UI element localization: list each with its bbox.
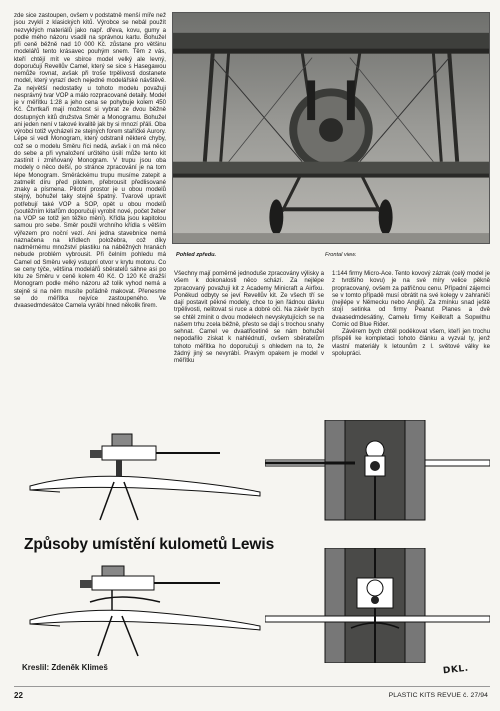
right-paragraph-2: Závěrem bych chtěl poděkovat všem, kteří jen trochu přispěli ke kompletaci tohoto článku a vyzval ty, jenž vlastní materiály k letounům z I. světové války ke spolupráci. [332, 328, 490, 357]
drawing-credit: Kreslil: Zdeněk Klimeš [22, 663, 108, 672]
photo-caption-english: Frontal view. [325, 252, 357, 258]
lewis-gun-top-view-drawing-bottom [265, 548, 490, 663]
lewis-gun-top-view-drawing-top [265, 420, 490, 530]
drawing-signature: DKL. [442, 663, 470, 677]
left-paragraph: zde sice zastoupen, ovšem v podstatně menší míře než jsou zvyklí z klasických kitů. Výrobce se nebál použít nezvyklých materiálů jako např. dřeva, kovu, gumy a podle mého názoru vsadil na správnou kartu. Bohužel při ceně běžně nad 10 000 Kč. zůstane pro většinu modelářů tento krásavec pouhým snem. Těm z vás, kteří chtějí mít ve sbírce model velký ale levný, doporučuji Revellův Camel, který se sice s Hasegawou nemůže rovnat, avšak při troše trpělivosti dostanete model, který vyrazí dech nejedné modelářské návštěvě. Za největší nedostatky u tohoto modelu považuji nesprávný tvar VOP a málo rozpracované detaily. Model je v měřítku 1:28 a jeho cena se pohybuje kolem 450 Kč. Čtvrtkaři mají možnost si vybrat ze dvou běžně dostupných kitů družstva Směr a Monogramu. Bohužel ani jeden není v takové kvalitě jak by si mnozí přáli. Oba výrobci totiž vycházeli ze stejných forem staříčké Aurory. Lépe si vedl Monogram, který odstranil některé chyby, což se o modelu Směru říci nedá, avšak i on má něco do sebe a při vynaložení určitého úsilí může tento kit zastínit i zmiňovaný Monogram. V trupu jsou oba modely o něco delší, po stránce zpracování je na tom lépe Monogram. Směráckému trupu musíme zatepit a zatmelit díru před pilotem, přebrousit předlisované znaky a písmena. Pilotní prostor je u obou modelů stejný, bohužel taky stejně špatný. Tvarově upravit potřebují také VOP a SOP, opět u obou modelů (soutěžním kitařům doporučuji vyrobit nové, počet žeber na VOP se totiž jen těžko mění). Křídla jsou kapitolou samou pro sebe. Směr použil vrchního křídla s větším výřezem pro noční vezí. Ani jedna stavebnice nemá naznačena na křídlech položebra, což díky nadměrnému množství plastiku na náběžných hranách nebude problém vybrousit. Při čelním pohledu má Camel od Směru velký vstupní otvor v krytu motoru. Co se ceny týče, většina modelářů sběratelů sáhne asi po kitu ze Směru v ceně kolem 40 Kč. O 120 Kč dražší Monogram podle mého názoru až tolik vyhod nemá a stejně si na něm musíte pořádně makovat. Přenesme se do měřítka nejvíce zastoupeného. Ve dvaasedmdesátce Camela vyrábí hned několik firem. [14, 12, 166, 309]
photo-caption-czech: Pohled zpředu. [176, 252, 217, 258]
middle-paragraph: Všechny mají poměrně jednoduše zpracovány výlisky a všem k dokonalosti něco schází. Za nejlépe zpracovaný považuji kit z Academy Minicraft a Airfixu. Poněkud odbyty se jeví Revellův kit. Ze všech tří se dají postavit pěkné modely, chce to jen řádnou dávku trpělivosti, nelitovat si ruce a dobré oči. Na závěr bych se chtěl zmínit o dvou modelech nevyskytujících se na našem trhu zcela běžně, přesto se dají s trochou snahy sehnat. Camel ve dvaatřicetině se nám bohužel nepodařilo získat k nahlédnutí, ovšem sběratelům tohoto měřítka ho doporučuji s ohledem na to, že žádný jiný se nevyrábí. Pravým opakem je model v měřítku [174, 270, 324, 364]
footer-divider [14, 686, 490, 687]
left-text-column [14, 12, 166, 309]
lewis-gun-side-drawing-bottom [20, 562, 270, 662]
middle-text-column [174, 270, 324, 364]
biplane-front-photo [172, 12, 490, 244]
lewis-gun-side-drawing-top [20, 420, 270, 530]
page-number: 22 [14, 691, 23, 700]
magazine-issue: PLASTIC KITS REVUE č. 27/94 [388, 692, 488, 699]
right-text-column [332, 270, 490, 357]
right-paragraph-1: 1:144 firmy Micro-Ace. Tento kovový zázrak (celý model je z tvrdšího kovu) je na své míry velice pěkně propracovaný, ovšem za patřičnou cenu. Případní zájemci se v tomto případě musí obrátit na své kolegy v zahraničí (nejlépe v Německu nebo Anglii). Za zmínku snad ještě stojí setinka od firmy Peanut Planes a dvě dvaasedmdesátiny, Camelu firmy Keilkraft a Sopwithu Comic od Blue Rider. [332, 270, 490, 328]
drawing-title: Způsoby umístění kulometů Lewis [24, 536, 275, 553]
biplane-photo-image [173, 13, 489, 243]
